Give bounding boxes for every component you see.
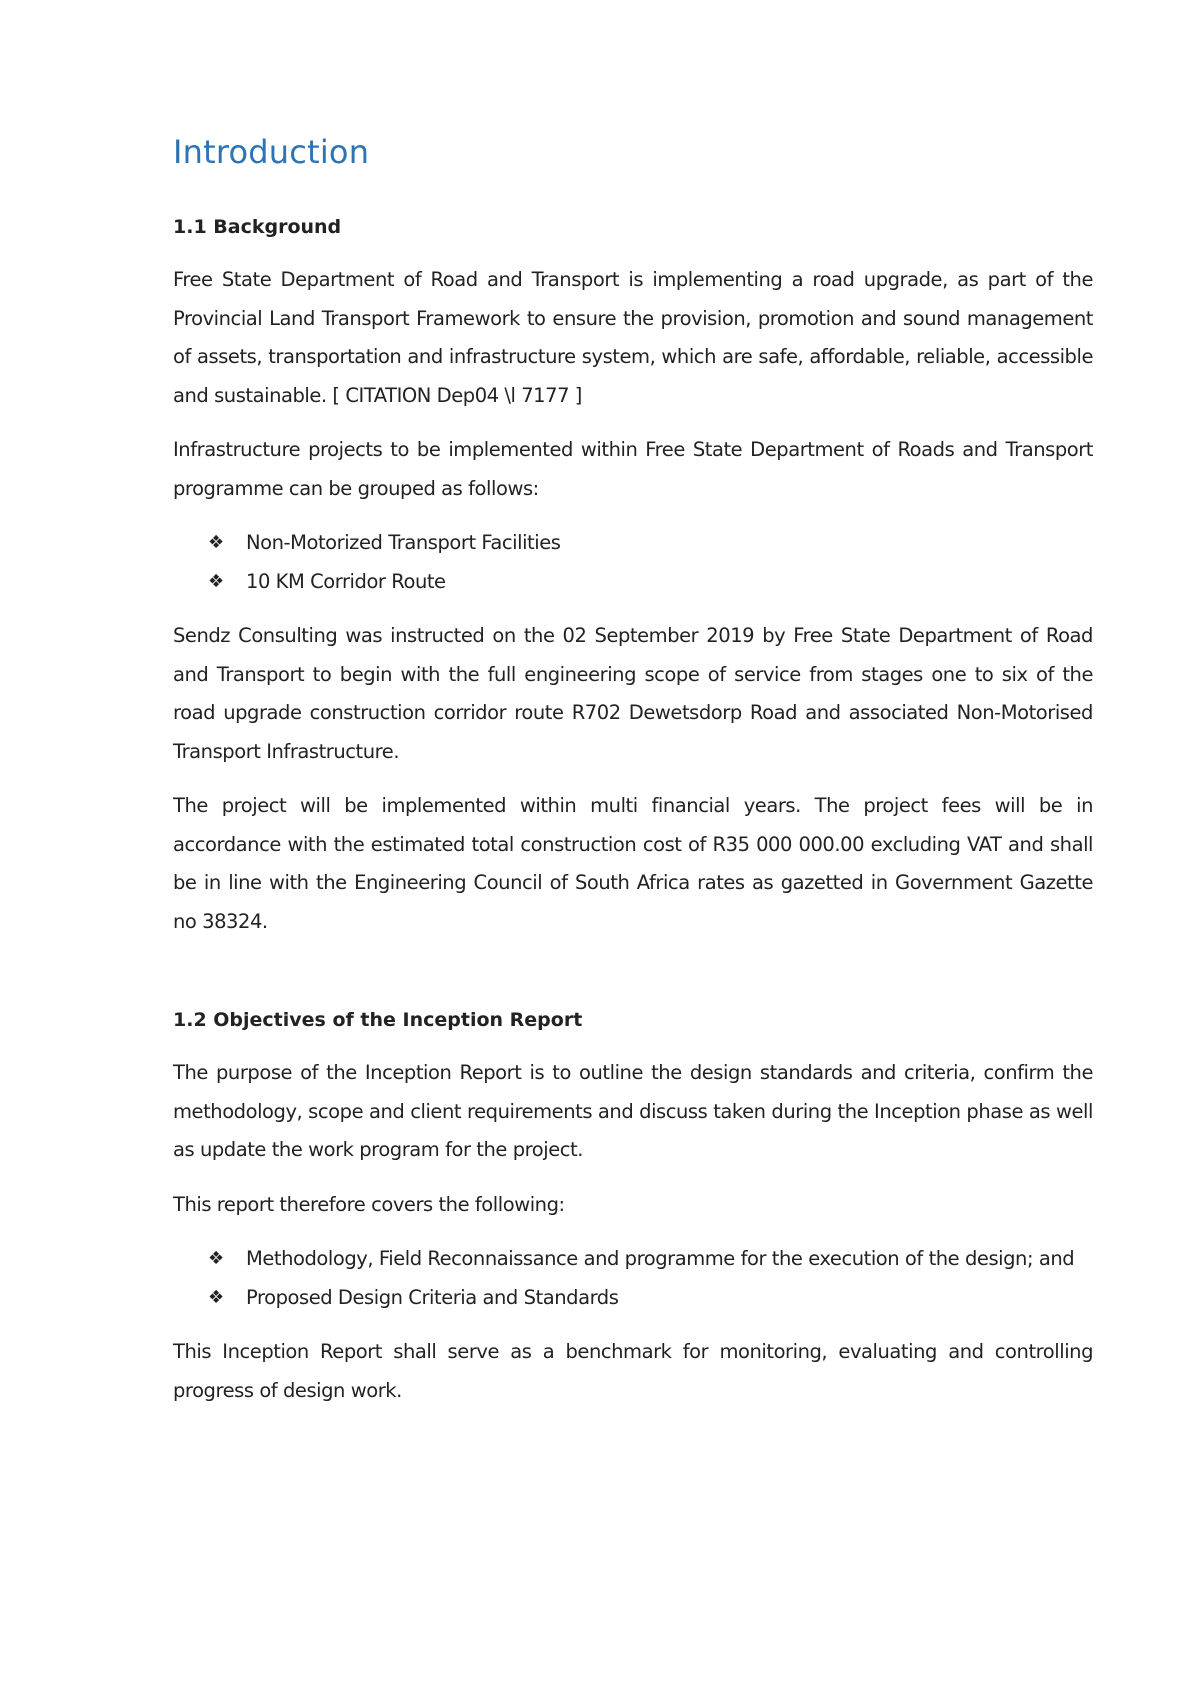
list-item (173, 563, 1093, 602)
list-item-text: Non-Motorized Transport Facilities (246, 531, 561, 554)
objectives-paragraph-2: This report therefore covers the following: (173, 1192, 565, 1216)
list-item (173, 1279, 1093, 1318)
objectives-bullet-list (173, 1240, 1093, 1317)
background-paragraph-4: The project will be implemented within multi financial years. The project fees will be in accordance with the estimated total construction cost of R35 000 000.00 excluding VAT and shall be in line with the Engineering Council of South Africa rates as gazetted in Government Gazette no 38324. (173, 794, 1093, 933)
section-heading-objectives: 1.2 Objectives of the Inception Report (173, 1009, 583, 1031)
list-item (173, 524, 1093, 563)
background-bullet-list (173, 524, 1093, 601)
list-item-text: 10 KM Corridor Route (246, 569, 446, 593)
page-title: Introduction (173, 133, 370, 171)
background-paragraph-2: Infrastructure projects to be implemented within Free State Department of Roads and Transport programme can be grouped as follows: (173, 438, 1093, 500)
document-page (173, 132, 1093, 1410)
section-heading-background: 1.1 Background (173, 216, 342, 238)
background-paragraph-1: Free State Department of Road and Transport is implementing a road upgrade, as part of the Provincial Land Transport Framework to ensure the provision, promotion and sound management of assets, transportation and infrastructure system, which are safe, affordable, reliable, accessible and sustainable. [ CITATION Dep04 \l 7177 ] (173, 268, 1093, 407)
objectives-paragraph-3: This Inception Report shall serve as a benchmark for monitoring, evaluating and controlling progress of design work. (173, 1340, 1093, 1402)
list-item (173, 1240, 1093, 1279)
four-diamond-bullet-icon: ❖ (208, 532, 224, 553)
list-item-text: Proposed Design Criteria and Standards (246, 1285, 619, 1309)
four-diamond-bullet-icon: ❖ (208, 1248, 224, 1269)
background-paragraph-3: Sendz Consulting was instructed on the 02 September 2019 by Free State Department of Road and Transport to begin with the full engineering scope of service from stages one to six of the road upgrade construction corridor route R702 Dewetsdorp Road and associated Non-Motorised Transport Infrastructure. (173, 624, 1093, 763)
four-diamond-bullet-icon: ❖ (208, 570, 224, 592)
list-item-text: Methodology, Field Reconnaissance and programme for the execution of the design; and (246, 1247, 1075, 1270)
objectives-paragraph-1: The purpose of the Inception Report is to outline the design standards and criteria, confirm the methodology, scope and client requirements and discuss taken during the Inception phase as well as update the work program for the project. (173, 1061, 1093, 1161)
four-diamond-bullet-icon: ❖ (208, 1286, 224, 1308)
